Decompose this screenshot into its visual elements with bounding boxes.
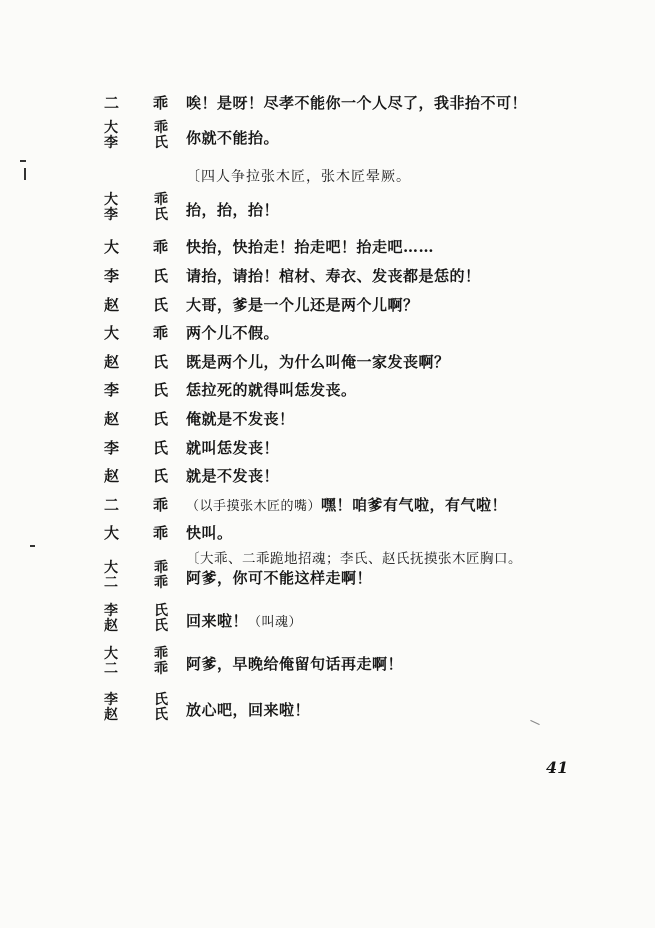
speaker-name: 赵 氏 bbox=[104, 353, 168, 371]
speaker-pair: 李 氏 赵 氏 bbox=[104, 692, 168, 723]
dialogue-text: 就是不发丧！ bbox=[186, 467, 280, 485]
dialogue-line bbox=[0, 488, 655, 518]
speaker-name: 赵 氏 bbox=[104, 296, 168, 314]
dialogue-line bbox=[0, 561, 655, 591]
page-number: 41 bbox=[546, 758, 569, 777]
dialogue-line bbox=[0, 345, 655, 375]
dialogue-text: 快叫。 bbox=[186, 524, 233, 542]
dialogue-text: （以手摸张木匠的嘴）嘿！咱爹有气啦，有气啦！ bbox=[186, 496, 508, 514]
dialogue-text: 快抬，快抬走！抬走吧！抬走吧…… bbox=[186, 238, 435, 256]
dialogue-line bbox=[0, 604, 655, 634]
speaker-name: 大 乖 bbox=[104, 524, 168, 542]
dialogue-text: 恁拉死的就得叫恁发丧。 bbox=[186, 381, 357, 399]
dialogue-text: 俺就是不发丧！ bbox=[186, 410, 295, 428]
print-mark bbox=[24, 168, 26, 180]
dialogue-line bbox=[0, 693, 655, 723]
stage-direction bbox=[0, 160, 655, 190]
speaker-pair: 大 乖 二 乖 bbox=[104, 646, 168, 677]
inline-stage-direction: （叫魂） bbox=[248, 615, 303, 630]
dialogue-line bbox=[0, 402, 655, 432]
print-mark bbox=[30, 545, 35, 547]
dialogue-line bbox=[0, 259, 655, 289]
dialogue-text: 放心吧，回来啦！ bbox=[186, 701, 311, 719]
dialogue-text: 既是两个儿，为什么叫俺一家发丧啊？ bbox=[186, 353, 450, 371]
dialogue-line bbox=[0, 373, 655, 403]
dialogue-text: 请抬，请抬！棺材、寿衣、发丧都是恁的！ bbox=[186, 267, 481, 285]
stage-text: 〔大乖、二乖跪地招魂；李氏、赵氏抚摸张木匠胸口。 bbox=[186, 551, 522, 567]
speaker-name: 赵 氏 bbox=[104, 467, 168, 485]
dialogue-line bbox=[0, 316, 655, 346]
speaker-pair: 李 氏 赵 氏 bbox=[104, 603, 168, 634]
dialogue-text: 两个儿不假。 bbox=[186, 324, 280, 342]
dialogue-text: 阿爹，早晚给俺留句话再走啊！ bbox=[186, 655, 404, 673]
speaker-name: 二 乖 bbox=[104, 496, 168, 514]
stage-text: 〔四人争拉张木匠，张木匠晕厥。 bbox=[186, 169, 411, 185]
speaker-name: 二 乖 bbox=[104, 94, 168, 112]
speaker-name: 赵 氏 bbox=[104, 410, 168, 428]
speaker-name: 李 氏 bbox=[104, 381, 168, 399]
dialogue-text: 阿爹，你可不能这样走啊！ bbox=[186, 569, 373, 587]
dialogue-line bbox=[0, 459, 655, 489]
print-mark bbox=[20, 160, 26, 162]
dialogue-line bbox=[0, 86, 655, 116]
dialogue-line bbox=[0, 193, 655, 223]
dialogue-text: 你就不能抬。 bbox=[186, 129, 280, 147]
dialogue-text: 就叫恁发丧！ bbox=[186, 439, 280, 457]
dialogue-text: 回来啦！（叫魂） bbox=[186, 612, 303, 630]
dialogue-line bbox=[0, 647, 655, 677]
dialogue-line bbox=[0, 230, 655, 260]
inline-stage-direction: （以手摸张木匠的嘴） bbox=[186, 499, 322, 514]
speaker-pair: 大 乖 李 氏 bbox=[104, 120, 168, 151]
dialogue-text: 抬，抬，抬！ bbox=[186, 201, 280, 219]
dialogue-line bbox=[0, 431, 655, 461]
dialogue-line bbox=[0, 288, 655, 318]
speaker-name: 大 乖 bbox=[104, 238, 168, 256]
speaker-name: 李 氏 bbox=[104, 267, 168, 285]
dialogue-line bbox=[0, 121, 655, 151]
dialogue-text: 大哥，爹是一个儿还是两个儿啊？ bbox=[186, 296, 419, 314]
speaker-name: 大 乖 bbox=[104, 324, 168, 342]
speaker-name: 李 氏 bbox=[104, 439, 168, 457]
speaker-pair: 大 乖 二 乖 bbox=[104, 560, 168, 591]
speaker-pair: 大 乖 李 氏 bbox=[104, 192, 168, 223]
dialogue-text: 唉！是呀！尽孝不能你一个人尽了，我非抬不可！ bbox=[186, 94, 528, 112]
